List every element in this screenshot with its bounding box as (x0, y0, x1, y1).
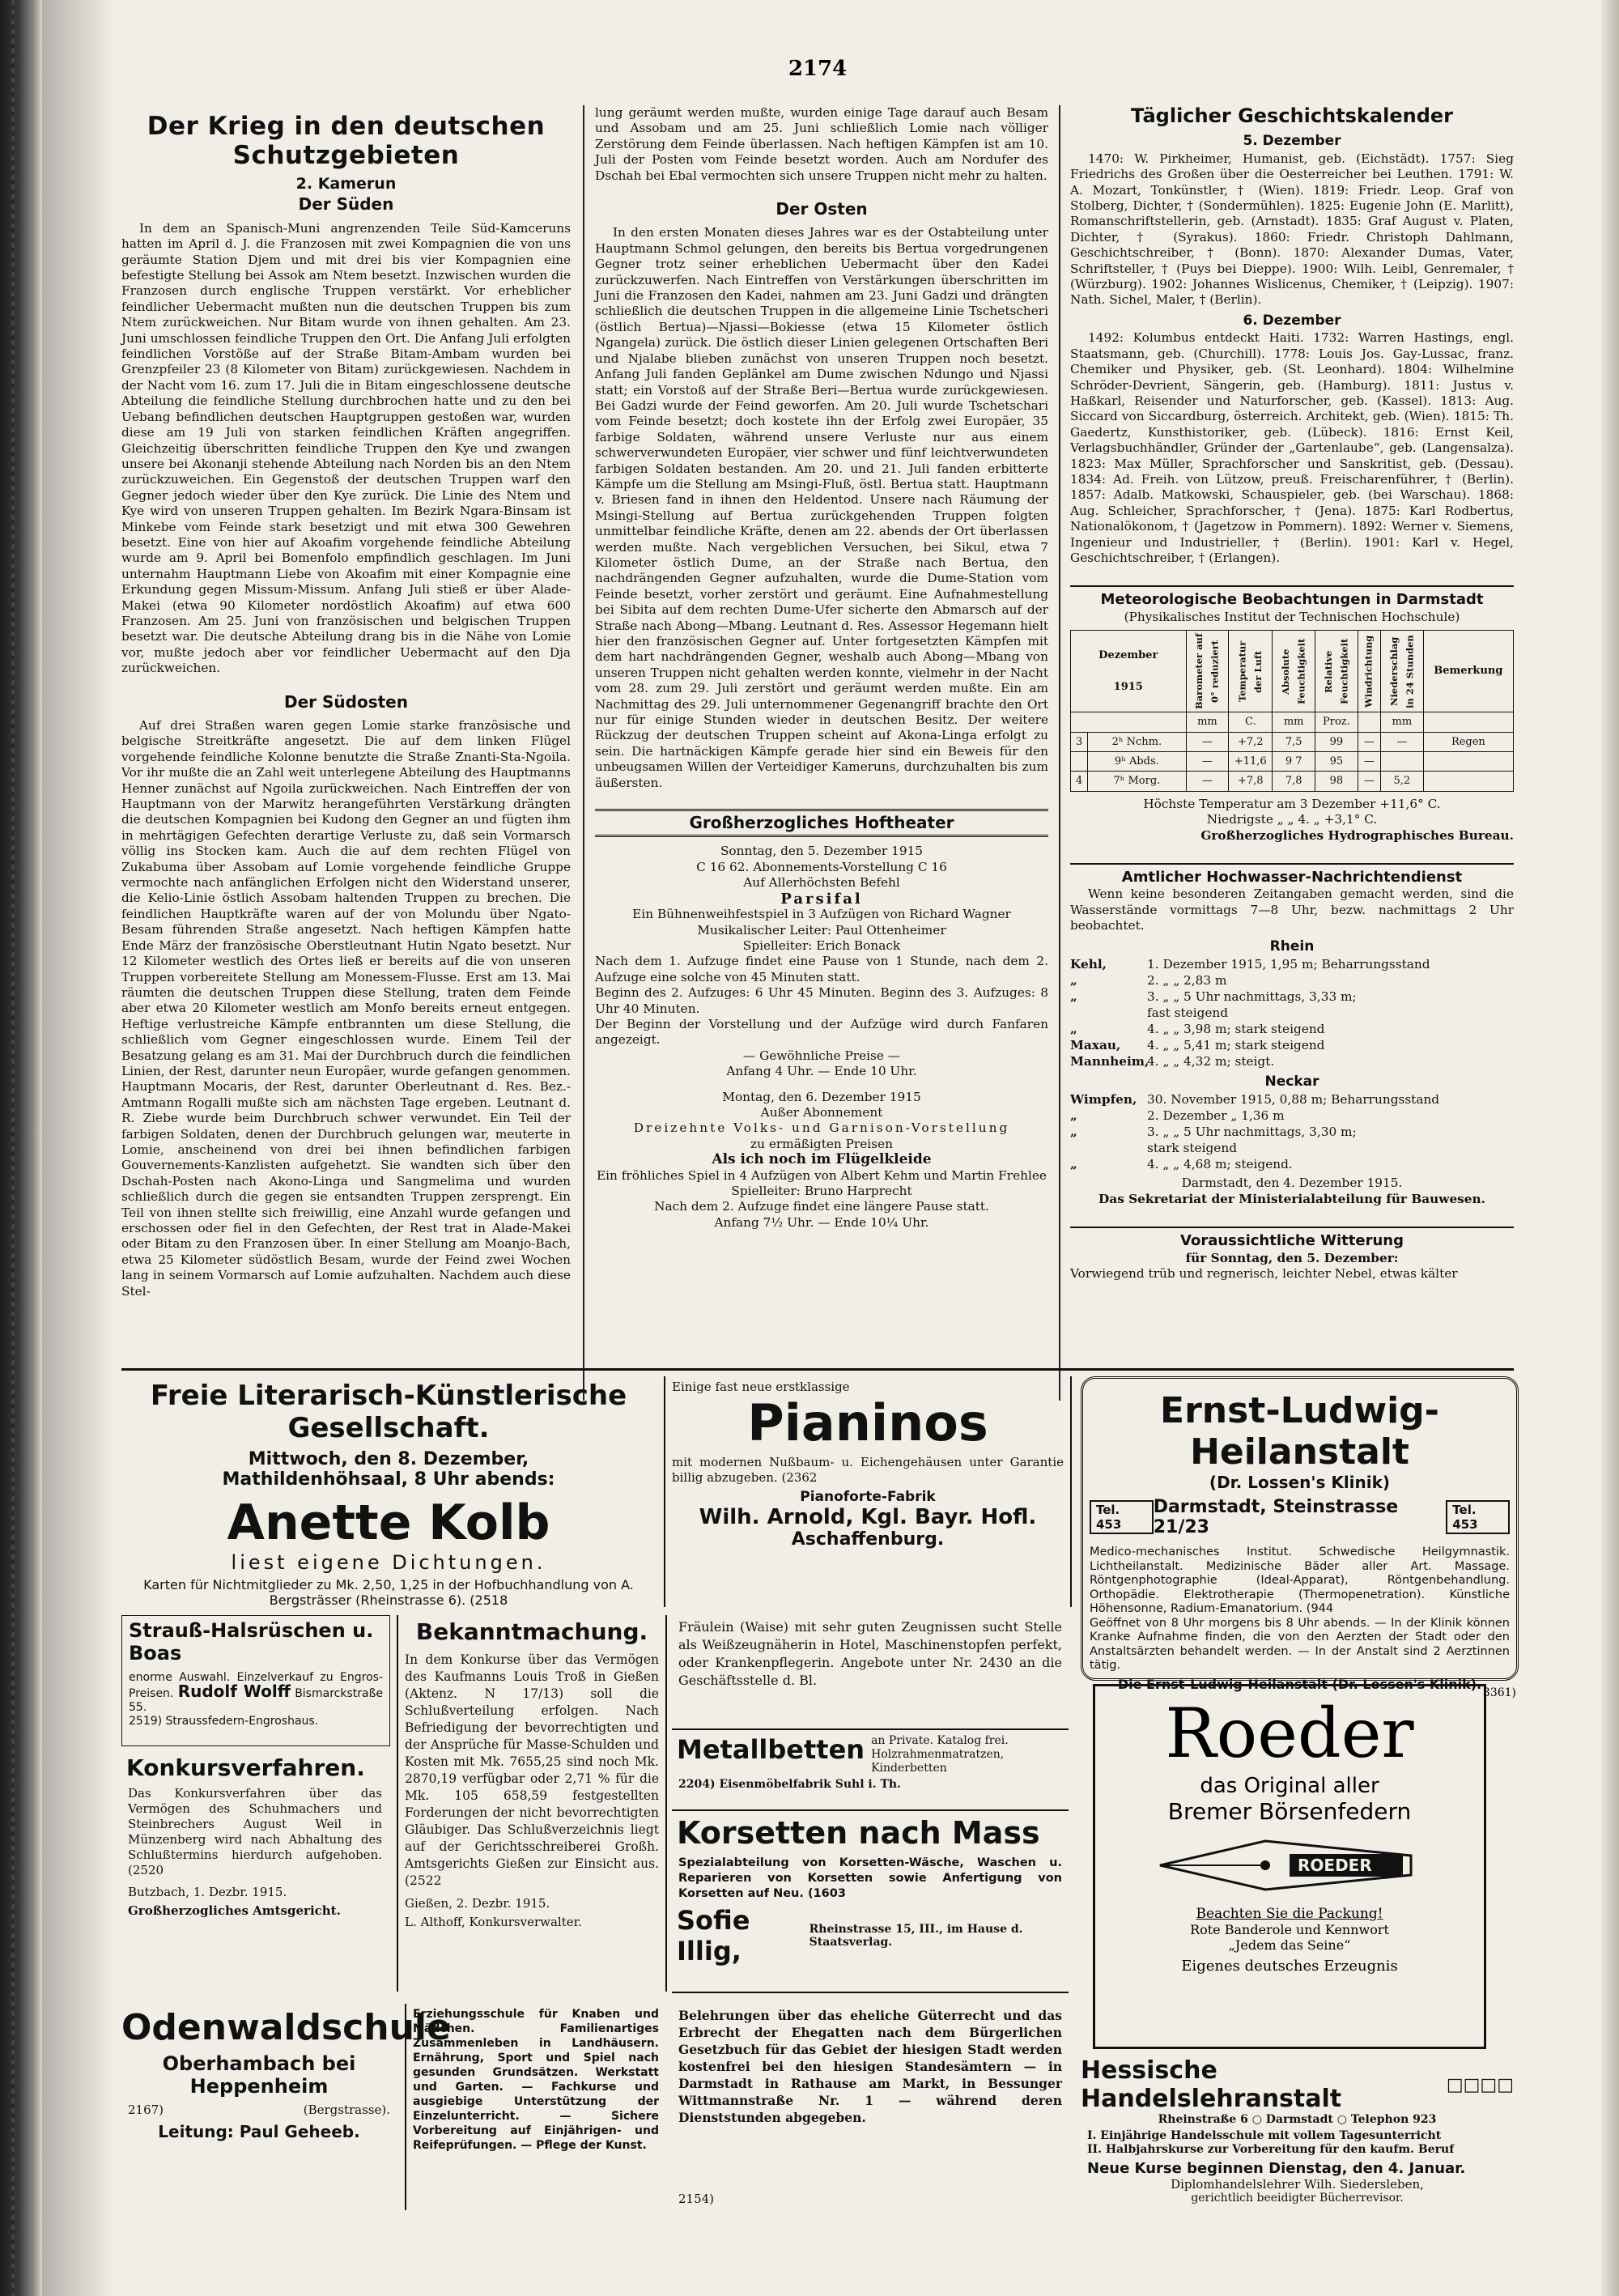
flood-row: „ 2. Dezember „ 1,36 m (1070, 1108, 1285, 1124)
ad-name: L. Althoff, Konkursverwalter. (405, 1915, 582, 1929)
meteo-unit: mm (1381, 712, 1424, 732)
ad-director-title: gerichtlich beeidigter Bücherrevisor. (1191, 2192, 1404, 2205)
ad-address: Rheinstraße 6 ○ Darmstadt ○ Telephon 923 (1158, 2113, 1437, 2126)
flood-row: „ 3. „ „ 5 Uhr nachmittags, 3,30 m; (1070, 1125, 1357, 1140)
page-number: 2174 (788, 57, 848, 81)
ad-title: Strauß-Halsrüschen u. Boas (129, 1619, 374, 1665)
flood-title: Amtlicher Hochwasser-Nachrichtendienst (1070, 863, 1514, 885)
article-paragraph: lung geräumt werden mußte, wurden einige Tage darauf auch Besam und Assobam und am 25. Juni schließlich Lomie nach völliger Zerstörung dem Feinde überlassen. Nach heftigen Kämpfen ist am 10. Juli der Posten vom Feinde besetzt worden. Auch am Nordufer des Dschah bei Ebal vermochten sich unsere Truppen nicht mehr zu halten. (595, 105, 1048, 183)
ad-address: Rheinstrasse 15, III., im Hause d. Staatsverlag. (809, 1923, 1023, 1949)
ad-region: (Bergstrasse). (303, 2103, 390, 2117)
ad-firm: 2204) Eisenmöbelfabrik Suhl i. Th. (678, 1778, 901, 1791)
nib-label: ROEDER (1298, 1856, 1372, 1875)
ad-address-row (1090, 1497, 1510, 1537)
ad-phone: Tel. 453 (1446, 1500, 1510, 1534)
meteo-header: Temperatur der Luft (1229, 631, 1273, 712)
flood-row: stark steigend (1147, 1141, 1237, 1156)
meteo-unit (1358, 712, 1380, 732)
ad-court: Großherzogliches Amtsgericht. (128, 1903, 341, 1918)
meteo-max: Höchste Temperatur am 3 Dezember +11,6° C. (1143, 796, 1441, 811)
ad-title: Odenwaldschule (121, 2007, 451, 2048)
ad-number: 2154) (678, 2192, 715, 2206)
ad-text: enorme Auswahl. Einzelverkauf zu Engros-Preisen. Rudolf Wolff Bismarckstraße 55. 2519) Straussfedern-Engroshaus. (129, 1671, 384, 1728)
ad-pre: Einige fast neue erstklassige (672, 1380, 850, 1394)
article-subtitle: 2. Kamerun (295, 175, 397, 193)
flood-river-neckar: Neckar (1264, 1074, 1319, 1091)
calendar-entries: 1470: W. Pirkheimer, Humanist, geb. (Eichstädt). 1757: Sieg Friedrichs des Großen über die Oesterreicher bei Leuthen. 1791: W. A. Mozart, Tonkünstler, † (Wien). 1819: Friedr. Leop. Graf von Stolberg, Dichter, † (Sondermühlen). 1825: Eugenie John (E. Marlitt), Romanschriftstellerin, geb. (Arnstadt). 1835: Graf August v. Platen, Dichter, † (Syrakus). 1860: Friedr. Christoph Dahlmann, Geschichtschreiber, † (Bonn). 1870: Alexander Dumas, Vater, Schriftsteller, † (Puys bei Dieppe). 1900: Wilh. Leibl, Genremaler, † (Würzburg). 1902: Johannes Wislicenus, Chemiker, † (Leipzig). 1907: Nath. Sichel, Maler, † (Berlin). (1070, 151, 1514, 308)
calendar-title: Täglicher Geschichtskalender (1131, 104, 1453, 127)
calendar-date: 5. Dezember (1243, 133, 1341, 150)
weather-text: Vorwiegend trüb und regnerisch, leichter Nebel, etwas kälter (1070, 1266, 1458, 1282)
pen-nib-icon (1144, 1833, 1435, 1898)
meteo-header-date: Dezember 1915 (1071, 631, 1187, 712)
ad-bekanntmachung (397, 1615, 667, 1992)
article-paragraph: In dem an Spanisch-Muni angrenzenden Teile Süd-Kamceruns hatten im April d. J. die Franzosen mit zwei Kompagnien die von uns geräumte Station Djem und mit drei bis vier Kompagnien eine befestigte Stellung bei Assok am Ntem besetzt. Inzwischen wurden die Franzosen durch englische Truppen verstärkt. Vor erheblicher feindlicher Uebermacht mußten nun die deutschen Truppen bis zum Ntem zurückweichen. Nur Bitam wurde von ihnen gehalten. Am 23. Juni umschlossen feindliche Truppen den Ort. Die Anfang Juli erfolgten feindlichen Vorstöße auf der Straße Bitam-Ambam wurden bei Grenzpfeiler 23 (8 Kilometer von Bitam) zurückgewiesen. Nachdem in der Nacht vom 16. zum 17. Juli die in Bitam eingeschlossene deutsche Abteilung die feindliche Stellung durchbrochen hatte und zu den bei Uebang befindlichen deutschen Hauptgruppen gestoßen war, wurden diese am 19 Juli von starken feindlichen Kräften angegriffen. Gleichzeitig überschritten feindliche Truppen den Kye und zwangen unsere bei Akonanji stehende Abteilung nach Norden bis an den Ntem zurückzuweichen. Ein Gegenstoß der deutschen Truppen warf den Gegner jedoch wieder über den Kye zurück. Die Linie des Ntem und Kye wird von unseren Truppen gehalten. Im Bezirk Ngara-Binsam ist Minkebe vom Feinde stark besetzigt und mit etwa 300 Gewehren besetzt. Eine von hier auf Akoafim vorgehende feindliche Abteilung wurde am 9. April bei Bomenfolo empfindlich geschlagen. Im Juni unternahm Hauptmann Liebe von Akoafim mit einer Kompagnie eine Erkundung gegen Missum-Missum. Anfang Juli stieß er über Alade-Makei (etwa 90 Kilometer nordöstlich Akoafim) auf etwa 600 Franzosen. Am 25. Juni von französischen und belgischen Truppen besetzt war. Die deutsche Abteilung drang bis in die Nähe von Lomie vor, mußte jedoch aber vor feindlicher Uebermacht auf den Dja zurückweichen. (121, 220, 571, 676)
ad-strauss (121, 1615, 390, 1746)
ad-number: 3361) (1482, 1686, 1516, 1699)
article-paragraph: Auf drei Straßen waren gegen Lomie starke französische und belgische Streitkräfte angesetzt. Die auf dem linken Flügel vorgehende feindliche Kolonne benutzte die Straße Znanti-Sta-Ngoila. Vor ihr mußte die an Zahl weit unterlegene Abteilung des Hauptmanns Henner zunächst auf Ngoila zurückweichen. Nach Eintreffen der von Hauptmann von der Marwitz herangeführten Verstärkung drängten die deutschen Kompagnien bei Kudong den Gegner an und fügten ihm in mehrtägigen Gefechten derartige Verluste zu, daß sein Vormarsch völlig ins Stocken kam. Auch die auf dem rechten Flügel von Zukabuma über Assobam auf Lomie vorgehende feindliche Gruppe vermochte nach anfänglichen Erfolgen nicht den Widerstand unserer, die Kelio-Linie östlich Assobam haltenden Truppen zu brechen. Die feindlichen Hauptkräfte waren auf der von Molundu über Ngato-Besam führenden Straße angesetzt. Nach heftigen Kämpfen hatte Ende März der französische Oberstleutnant Hutin Ngato besetzt. Nur 12 Kilometer westlich des Ortes ließ er bereits auf die von unseren Truppen vorbereitete Stellung am Monessem-Flusse. Erst am 13. Mai räumten die deutschen Truppen diese Stellung, traten dem Feinde aber etwa 20 Kilometer westlich am Monfo bereits erneut entgegen. Heftige verlustreiche Kämpfe entbrannten um diese Stellung, die schließlich vom Gegner eingeschlossen wurde. Einem Teil der Besatzung gelang es am 31. Mai der Durchbruch durch die feindlichen Linien, der Rest, darunter neun Europäer, wurde gefangen genommen. Hauptmann Mocaris, der Rest, darunter Oberleutnant d. Res. Bez.-Amtmann Rogalli mußte sich am nächsten Tage ergeben. Leutnant d. R. Ziebe wurde beim Durchbruch schwer verwundet. Ein Teil der farbigen Soldaten, denen der Durchbruch gelungen war, meuterte in Lomie, anscheinend von drei bei ihnen befindlichen farbigen Gouvernements-Kanzlisten aufgehetzt. Sie wandten sich über den Dschah-Posten nach Akono-Linga und Sangmelima und wurden schließlich durch die gegen sie entsandten Truppen zersprengt. Ein Teil von ihnen stellte sich freiwillig, eine Anzahl wurde gefangen und erschossen oder fiel in den Gefechten, der Rest trat in Alade-Makei oder Bitam zu den Franzosen über. In einer Stellung am Moanjo-Bach, etwa 25 Kilometer südöstlich Besam, wurde der Feind zwei Wochen lang in seinem Vormarsch auf Lomie aufzuhalten. Nachdem auch diese Stel- (121, 718, 571, 1299)
ad-phone: Tel. 453 (1090, 1500, 1154, 1534)
theater-prices: — Gewöhnliche Preise — (742, 1048, 901, 1063)
ad-roeder (1093, 1684, 1516, 2049)
ad-text: Spezialabteilung von Korsetten-Wäsche, Waschen u. Reparieren von Korsetten sowie Anfertigung von Korsetten auf Neu. (1603 (678, 1856, 1062, 1900)
theater-director: Spielleiter: Bruno Harprecht (731, 1184, 912, 1198)
theater-date: Sonntag, den 5. Dezember 1915 (720, 844, 924, 859)
ad-sign: Butzbach, 1. Dezbr. 1915. (128, 1885, 287, 1899)
theater-heading: Großherzogliches Hoftheater (595, 809, 1048, 837)
article-title: Der Krieg in den deutschen Schutzgebieten (147, 112, 546, 170)
flood-office: Das Sekretariat der Ministerialabteilung für Bauwesen. (1098, 1191, 1485, 1206)
ad-handelslehranstalt (1081, 2056, 1514, 2214)
theater-subscription: Außer Abonnement (760, 1104, 883, 1120)
meteo-unit: mm (1186, 712, 1229, 732)
weather-subtitle: für Sonntag, den 5. Dezember: (1185, 1250, 1399, 1265)
ad-sign: Gießen, 2. Dezbr. 1915. (405, 1896, 550, 1911)
decor-boxes: □□□□ (1446, 2074, 1514, 2095)
meteo-row: 9ʰ Abds. — +11,6 9 7 95 — (1071, 752, 1514, 772)
ad-title: Ernst-Ludwig-Heilanstalt (1160, 1390, 1439, 1473)
flood-row: „ 3. „ „ 5 Uhr nachmittags, 3,33 m; (1070, 989, 1357, 1005)
meteo-header: Bemerkung (1423, 631, 1513, 712)
theater-performance: Dreizehnte Volks- und Garnison-Vorstellung (633, 1120, 1010, 1136)
theater-pause: Nach dem 1. Aufzuge findet eine Pause von 1 Stunde, nach dem 2. Aufzuge eine solche von 45 Minuten statt. (595, 954, 1048, 984)
ad-name: Anette Kolb (227, 1495, 550, 1551)
calendar-date: 6. Dezember (1243, 312, 1341, 329)
article-paragraph: In den ersten Monaten dieses Jahres war es der Ostabteilung unter Hauptmann Schmol gelungen, den bereits bis Bertua vorgedrungenen Gegner trotz seiner erheblichen Uebermacht über den Kadei zurückzuwerfen. Nach Eintreffen von Verstärkungen überschritten im Juni die Franzosen den Kadei, nahmen am 23. Juni Gadzi und drängten schließlich die deutschen Truppen in die allgemeine Linie Tschetscheri (östlich Bertua)—Njassi—Bokiesse (etwa 15 Kilometer östlich Ngangela) zurück. Die östlich dieser Linien gelegenen Ortschaften Beri und Njalabe blieben zunächst von unseren Truppen noch besetzt. Anfang Juli fanden Geplänkel am Dume zwischen Ndungo und Njassi statt; ein Vorstoß auf der Straße Beri—Bertua wurde zurückgewiesen. Bei Gadzi wurde der Feind geworfen. Am 20. Juli wurde Tschetschari vom Feinde besetzt; doch kostete ihn der Erfolg zwei Europäer, 35 farbige Soldaten, während unsere Verluste nur aus einem schwerverwundeten Europäer, vier schwer und fünf leichtverwundeten farbigen Soldaten bestanden. Am 20. und 21. Juli fanden erbitterte Kämpfe um die Stellung am Msingi-Fluß, östl. Bertua statt. Hauptmann v. Briesen fand in ihnen den Heldentod. Unsere nach Räumung der Msingi-Stellung auf Bertua zurückgehenden Truppen folgten unmittelbar feindliche Kräfte, denen am 22. abends der Ort überlassen werden mußte. Nach vergeblichen Versuchen, bei Sikul, etwa 7 Kilometer östlich Dume, an der Straße nach Bertua, den nachdrängenden Gegner aufzuhalten, wurde die Dume-Station vom Feinde besetzt, vorher zerstört und geräumt. Eine Aufnahmestellung bei Sibita auf dem rechten Dume-Ufer sicherte den Abmarsch auf der Straße nach Abong—Mbang. Leutnant d. Res. Assessor Hegemann hielt hier den französischen Gegner auf. Unter fortgesetzten Kämpfen mit dem hart nachdrängenden Gegner, weshalb auch Abong—Mbang von unseren Truppen nicht gehalten werden konnte, vielmehr in der Nacht vom 28. zum 29. Juli zerstört und geräumt werden mußte. Ein am Nachmittag des 29. Juli unternommener Gegenangriff brachte den Ort nur für einige Stunden wieder in deutschen Besitz. Der weitere Rückzug der deutschen Truppen scheint auf Akona-Linga erfolgt zu sein. Die hartnäckigen Kämpfe gerade hier sind ein Beweis für den unbeugsamen Willen der Verteidiger Kameruns, durchzuhalten bis zum äußersten. (595, 225, 1048, 790)
ad-text: Das Konkursverfahren über das Vermögen des Schuhmachers und Steinbrechers August Weil in Münzenberg wird nach Abhaltung des Schlußtermins hierdurch aufgehoben. (2520 (128, 1786, 382, 1877)
ad-title: Bekanntmachung. (415, 1618, 648, 1645)
flood-row: Mannheim, 4. „ „ 4,32 m; steigt. (1070, 1054, 1275, 1069)
ad-text: In dem Konkurse über das Vermögen des Kaufmanns Louis Troß in Gießen (Aktenz. N 17/13) soll die Schlußverteilung erfolgen. Nach Befriedigung der bevorrechtigten und der Ansprüche für Masse-Schulden und Kosten mit Mk. 7655,25 sind noch Mk. 2870,19 verfügbar oder 2,71 % für die Mk. 105 658,59 festgestellten Forderungen der nicht bevorrechtigten Gläubiger. Das Schlußverzeichnis liegt auf der Gerichtsschreiberei Großh. Amtsgerichts Gießen zur Einsicht aus. (2522 (405, 1652, 659, 1888)
meteo-unit: C. (1229, 712, 1273, 732)
ad-text: mit modernen Nußbaum- u. Eichengehäusen unter Garantie billig abzugeben. (2362 (672, 1455, 1064, 1485)
flood-row: Maxau, 4. „ „ 5,41 m; stark steigend (1070, 1038, 1325, 1053)
ad-korsetten (672, 1813, 1069, 1993)
ad-odenwaldschule (121, 2004, 451, 2218)
ad-number: 2167) (128, 2103, 164, 2117)
ad-pianos (664, 1376, 1072, 1607)
left-column (121, 105, 571, 1301)
ad-title: Freie Literarisch-Künstlerische Gesellschaft. (150, 1380, 627, 1444)
section-heading-sudost: Der Südosten (284, 691, 408, 712)
ad-text: I. Einjährige Handelsschule mit vollem Tagesunterricht II. Halbjahrskurse zur Vorbereitung für den kaufm. Beruf (1087, 2129, 1455, 2156)
section-heading-sud: Der Süden (298, 194, 394, 215)
meteo-header: Niederschlag in 24 Stunden (1381, 631, 1424, 712)
ad-subtitle: das Original aller (1200, 1774, 1379, 1798)
ad-literary-society (121, 1376, 656, 1607)
ad-title: Konkursverfahren. (126, 1754, 365, 1781)
meteo-header: Relative Feuchtigkeit (1315, 631, 1358, 712)
theater-start-end: Anfang 7½ Uhr. — Ende 10¼ Uhr. (714, 1214, 929, 1230)
theater-play-title: Als ich noch im Flügelkleide (712, 1151, 932, 1168)
ad-metallbetten (672, 1733, 1069, 1811)
flood-signature: Darmstadt, den 4. Dezember 1915. (1181, 1176, 1403, 1191)
theater-fanfare: Der Beginn der Vorstellung und der Aufzüge wird durch Fanfaren angezeigt. (595, 1016, 1048, 1048)
theater-prices: zu ermäßigten Preisen (750, 1136, 893, 1151)
ad-text: Eigenes deutsches Erzeugnis (1181, 1958, 1398, 1975)
ad-text: Beachten Sie die Packung! (1196, 1906, 1383, 1922)
meteo-unit: Proz. (1315, 712, 1358, 732)
flood-row: Wimpfen, 30. November 1915, 0,88 m; Beharrungsstand (1070, 1092, 1440, 1108)
ad-name: Sofie Illig, (677, 1905, 750, 1966)
theater-play-desc: Ein Bühnenweihfestspiel in 3 Aufzügen von Richard Wagner (632, 907, 1011, 922)
meteo-bureau: Großherzogliches Hydrographisches Bureau. (1200, 827, 1514, 843)
theater-order: Auf Allerhöchsten Befehl (743, 875, 900, 891)
ad-subtitle: (Dr. Lossen's Klinik) (1209, 1473, 1391, 1492)
ad-text: Rote Banderole und Kennwort (1190, 1922, 1389, 1937)
meteo-table (1070, 630, 1514, 792)
ad-footer: Die Ernst-Ludwig-Heilanstalt (Dr. Lossen's Klinik). (1117, 1676, 1482, 1692)
theater-pause: Nach dem 2. Aufzuge findet eine längere Pause statt. (654, 1199, 989, 1214)
column-rule (583, 105, 584, 1401)
ad-text: an Private. Katalog frei. Holzrahmenmatratzen, Kinderbetten (871, 1734, 1009, 1775)
ad-place: Oberhambach bei Heppenheim (162, 2052, 356, 2098)
flood-row: „ 2. „ „ 2,83 m (1070, 973, 1227, 989)
meteo-header: Absolute Feuchtigkeit (1273, 631, 1315, 712)
column-rule (1059, 105, 1060, 1401)
meteo-subtitle: (Physikalisches Institut der Technischen Hochschule) (1124, 609, 1460, 624)
theater-play-desc: Ein fröhliches Spiel in 4 Aufzügen von Albert Kehm und Martin Frehlee (597, 1167, 1047, 1183)
meteo-unit: mm (1273, 712, 1315, 732)
theater-subscription: C 16 62. Abonnements-Vorstellung C 16 (696, 859, 947, 874)
ad-title: Roeder (1165, 1694, 1414, 1773)
ad-title: Hessische Handelslehranstalt (1081, 2056, 1342, 2113)
meteo-min: Niedrigste „ „ 4. „ +3,1° C. (1206, 812, 1378, 827)
theater-date: Montag, den 6. Dezember 1915 (722, 1089, 921, 1104)
ad-address: Darmstadt, Steinstrasse 21/23 (1153, 1497, 1399, 1537)
theater-start-end: Anfang 4 Uhr. — Ende 10 Uhr. (726, 1064, 917, 1079)
ad-belehrungen (672, 2004, 1069, 2210)
ad-text: Medico-mechanisches Institut. Schwedische Heilgymnastik. Lichtheilanstalt. Medizinische Bäder aller Art. Massage. Röntgenphotographie (Ideal-Apparat), Röntgenbehandlung. Orthopädie. Elektrotherapie (Thermopenetration). Künstliche Höhensonne, Radium-Emanatorium. (944 Geöffnet von 8 Uhr morgens bis 8 Uhr abends. — In der Klinik können Kranke Aufnahme finden, die von den Aerzten der Stadt oder den Anstaltsärzten behandelt werden. — In der Anstalt sind 2 Aerztinnen tätig. (1090, 1546, 1510, 1672)
flood-row: fast steigend (1147, 1006, 1229, 1021)
page-edge (1601, 0, 1619, 2296)
theater-play-title: Parsifal (780, 890, 863, 908)
flood-row: „ 4. „ „ 3,98 m; stark steigend (1070, 1022, 1325, 1037)
theater-times: Beginn des 2. Aufzuges: 6 Uhr 45 Minuten. Beginn des 3. Aufzuges: 8 Uhr 40 Minuten. (595, 985, 1048, 1016)
ad-title: Metallbetten (677, 1734, 865, 1765)
ad-text: Fräulein (Waise) mit sehr guten Zeugnissen sucht Stelle als Weißzeugnäherin in Hotel, Maschinenstopfen perfekt, oder Krankenpflegerin. Angebote unter Nr. 2430 an die Geschäftsstelle d. Bl. (678, 1619, 1062, 1688)
weather-title: Voraussichtliche Witterung (1070, 1227, 1514, 1248)
ad-when: Mittwoch, den 8. Dezember, Mathildenhöhsaal, 8 Uhr abends: (222, 1449, 555, 1490)
ad-leitung: Leitung: Paul Geheeb. (158, 2122, 360, 2141)
theater-director: Spielleiter: Erich Bonack (742, 938, 901, 953)
ad-text: Erziehungsschule für Knaben und Mädchen. Familienartiges Zusammenleben in Landhäusern. Ernährung, Sport und Spiel nach gesunden Grundsätzen. Werkstatt und Garten. — Fachkurse und ausgiebige Unterstützung der Einzelunterricht. — Sichere Vorbereitung auf Einjährigen- und Reifeprüfungen. — Pflege der Kunst. (413, 2008, 659, 2152)
flood-row: Kehl, 1. Dezember 1915, 1,95 m; Beharrungsstand (1070, 957, 1430, 972)
ad-factory: Pianoforte-Fabrik (800, 1489, 936, 1505)
meteo-header: Windrichtung (1358, 631, 1380, 712)
ad-name: Wilh. Arnold, Kgl. Bayr. Hofl. (699, 1505, 1037, 1529)
ad-title: Korsetten nach Mass (677, 1815, 1040, 1851)
book-binding (0, 0, 42, 2296)
calendar-entries: 1492: Kolumbus entdeckt Haiti. 1732: Warren Hastings, engl. Staatsmann, geb. (Churchill). 1778: Louis Jos. Gay-Lussac, franz. Chemiker und Physiker, geb. (St. Leonhard). 1804: Wilhelmine Schröder-Devrient, Sängerin, geb. (Hamburg). 1811: Justus v. Haßkarl, Reisender und Naturforscher, geb. (Kassel). 1813: Aug. Siccard von Siccardburg, österreich. Architekt, geb. (Wien). 1815: Th. Gaedertz, Kunsthistoriker, geb. (Lübeck). 1816: Ernst Keil, Verlagsbuchhändler, Gründer der „Gartenlaube“, geb. (Langensalza). 1823: Max Müller, Sprachforscher und Sanskritist, geb. (Dessau). 1834: Ad. Freih. von Lützow, preuß. Freischarenführer, † (Berlin). 1857: Adalb. Matkowski, Schauspieler, geb. (bei Warschau). 1868: Aug. Schleicher, Sprachforscher, † (Jena). 1875: Karl Rodbertus, Nationalökonom, † (Jagetzow in Pommern). 1892: Werner v. Siemens, Ingenieur und Industrieller, † (Berlin). 1901: Karl v. Hegel, Geschichtschreiber, † (Erlangen). (1070, 330, 1514, 565)
meteo-title: Meteorologische Beobachtungen in Darmstadt (1070, 585, 1514, 607)
fold-shadow (42, 0, 115, 2296)
ad-director: Diplomhandelslehrer Wilh. Siedersleben, (1171, 2177, 1424, 2192)
section-heading-ost: Der Osten (776, 199, 868, 219)
flood-row: „ 4. „ „ 4,68 m; steigend. (1070, 1157, 1293, 1172)
ad-subtitle: liest eigene Dichtungen. (231, 1551, 546, 1574)
ad-odenwaldschule-text (405, 2004, 665, 2210)
ad-text: „Jedem das Seine“ (1228, 1937, 1351, 1953)
ad-subtitle: Bremer Börsenfedern (1167, 1798, 1412, 1825)
ad-konkurs (121, 1753, 389, 1992)
meteo-header: Barometer auf 0° reduziert (1186, 631, 1229, 712)
advertisements (121, 1376, 1514, 2251)
ad-fraulein (672, 1615, 1069, 1730)
ad-city: Aschaffenburg. (791, 1529, 945, 1550)
middle-column (595, 105, 1048, 1231)
theater-conductor: Musikalischer Leiter: Paul Ottenheimer (697, 922, 946, 938)
right-column (1070, 105, 1514, 1282)
ads-rule (121, 1368, 1514, 1371)
flood-intro: Wenn keine besonderen Zeitangaben gemacht werden, sind die Wasserstände vormittags 7—8 Uhr, bezw. nachmittags 2 Uhr beobachtet. (1070, 887, 1514, 933)
meteo-row: 3 2ʰ Nchm. — +7,2 7,5 99 — — Regen (1071, 732, 1514, 751)
ad-text: Belehrungen über das eheliche Güterrecht und das Erbrecht der Ehegatten nach dem Bürgerlichen Gesetzbuch für das Gebiet der hiesigen Stadt werden kostenfrei bei den hiesigen Standesämtern — in Darmstadt in Rathause am Markt, in Bessunger Wittmannstraße Nr. 1 — während deren Dienststunden abgegeben. (678, 2008, 1062, 2125)
ad-title: Pianinos (747, 1393, 988, 1452)
flood-river-rhein: Rhein (1269, 938, 1315, 955)
meteo-row: 4 7ʰ Morg. — +7,8 7,8 98 — 5,2 (1071, 772, 1514, 791)
ad-heilanstalt (1081, 1376, 1519, 1692)
ad-news: Neue Kurse beginnen Dienstag, den 4. Januar. (1087, 2160, 1466, 2177)
ad-text: Karten für Nichtmitglieder zu Mk. 2,50, 1,25 in der Hofbuchhandlung von A. Bergsträsser (Rheinstrasse 6). (2518 (143, 1577, 634, 1608)
